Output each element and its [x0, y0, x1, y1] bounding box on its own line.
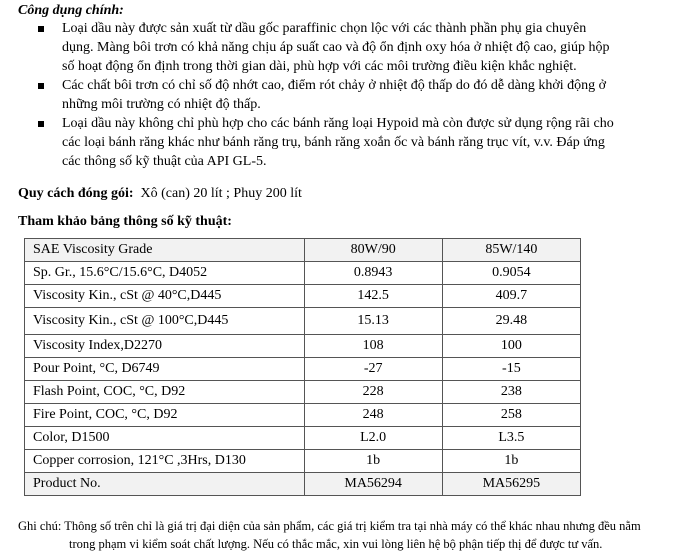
spec-value-80w90-cell: 0.8943: [304, 262, 442, 285]
spec-row: [25, 239, 581, 262]
uses-item-1: [38, 19, 673, 76]
spec-label-cell: Viscosity Index,D2270: [25, 335, 305, 358]
spec-label-cell: SAE Viscosity Grade: [25, 239, 305, 262]
bullet-square-icon: [38, 26, 44, 32]
packaging-line: [18, 186, 302, 202]
uses-item-2-line-1: Các chất bôi trơn có chỉ số độ nhớt cao, điểm rót chảy ở nhiệt độ thấp do đó dễ dàng khởi động ở: [62, 78, 607, 93]
spec-row: [25, 427, 581, 450]
spec-value-85w140-cell: 0.9054: [442, 262, 580, 285]
uses-item-1-line-3: số hoạt động ổn định trong thời gian dài, phù hợp với các môi trường điều kiện khắc nghiệt.: [62, 59, 577, 74]
uses-item-2: [38, 76, 673, 114]
spec-value-80w90-cell: 108: [304, 335, 442, 358]
spec-value-85w140-cell: 100: [442, 335, 580, 358]
spec-value-80w90-cell: 142.5: [304, 285, 442, 308]
spec-value-85w140-cell: 409.7: [442, 285, 580, 308]
spec-label-cell: Flash Point, COC, °C, D92: [25, 381, 305, 404]
uses-item-3-line-3: các thông số kỹ thuật của API GL-5.: [62, 154, 267, 169]
packaging-value: Xô (can) 20 lít ; Phuy 200 lít: [140, 186, 302, 201]
uses-item-1-line-1: Loại dầu này được sản xuất từ dầu gốc paraffinic chọn lộc với các thành phần phụ gia chuyên: [62, 21, 587, 36]
spec-value-80w90-cell: 15.13: [304, 308, 442, 335]
spec-row: [25, 358, 581, 381]
spec-label-cell: Fire Point, COC, °C, D92: [25, 404, 305, 427]
spec-label-cell: Sp. Gr., 15.6°C/15.6°C, D4052: [25, 262, 305, 285]
footnote-line-1: Ghi chú: Thông số trên chỉ là giá trị đại diện của sản phẩm, các giá trị kiểm tra tại nhà máy có thể khác nhau nhưng đều nằm: [18, 519, 641, 533]
spec-row: [25, 404, 581, 427]
spec-value-80w90-cell: 80W/90: [304, 239, 442, 262]
spec-row: [25, 335, 581, 358]
spec-label-cell: Copper corrosion, 121°C ,3Hrs, D130: [25, 450, 305, 473]
uses-item-1-line-2: dụng. Màng bôi trơn có khả năng chịu áp suất cao và độ ổn định oxy hóa ở nhiệt độ cao, giúp hộp: [62, 40, 610, 55]
spec-value-80w90-cell: 1b: [304, 450, 442, 473]
spec-value-85w140-cell: 258: [442, 404, 580, 427]
bullet-square-icon: [38, 83, 44, 89]
spec-label-cell: Color, D1500: [25, 427, 305, 450]
spec-value-80w90-cell: 248: [304, 404, 442, 427]
spec-row: [25, 262, 581, 285]
spec-row: [25, 381, 581, 404]
spec-value-85w140-cell: 85W/140: [442, 239, 580, 262]
spec-row: [25, 285, 581, 308]
spec-label-cell: Viscosity Kin., cSt @ 100°C,D445: [25, 308, 305, 335]
packaging-label: Quy cách đóng gói:: [18, 186, 134, 201]
spec-value-85w140-cell: -15: [442, 358, 580, 381]
spec-value-85w140-cell: 1b: [442, 450, 580, 473]
spec-label-cell: Pour Point, °C, D6749: [25, 358, 305, 381]
spec-value-80w90-cell: 228: [304, 381, 442, 404]
spec-value-85w140-cell: 238: [442, 381, 580, 404]
spec-heading: Tham khảo bảng thông số kỹ thuật:: [18, 214, 232, 229]
spec-table: [24, 238, 581, 496]
uses-item-3-line-2: các loại bánh răng khác như bánh răng trụ, bánh răng xoắn ốc và bánh răng trục vít, v.v. Đáp ứng: [62, 135, 605, 150]
spec-label-cell: Viscosity Kin., cSt @ 40°C,D445: [25, 285, 305, 308]
footnote: [18, 517, 670, 553]
spec-value-80w90-cell: L2.0: [304, 427, 442, 450]
uses-item-2-line-2: những môi trường có nhiệt độ thấp.: [62, 97, 261, 112]
spec-value-80w90-cell: -27: [304, 358, 442, 381]
uses-item-3: [38, 114, 673, 171]
spec-label-cell: Product No.: [25, 473, 305, 496]
spec-value-85w140-cell: L3.5: [442, 427, 580, 450]
uses-item-3-line-1: Loại dầu này không chỉ phù hợp cho các bánh răng loại Hypoid mà còn được sử dụng rộng rãi cho: [62, 116, 614, 131]
spec-value-80w90-cell: MA56294: [304, 473, 442, 496]
uses-heading: Công dụng chính:: [18, 3, 124, 18]
spec-value-85w140-cell: 29.48: [442, 308, 580, 335]
spec-value-85w140-cell: MA56295: [442, 473, 580, 496]
spec-row: [25, 308, 581, 335]
footnote-line-2: trong phạm vi kiểm soát chất lượng. Nếu có thắc mắc, xin vui lòng liên hệ bộ phận tiếp thị để được tư vấn.: [69, 537, 603, 551]
spec-row: [25, 450, 581, 473]
bullet-square-icon: [38, 121, 44, 127]
uses-list: [38, 19, 673, 171]
spec-row: [25, 473, 581, 496]
